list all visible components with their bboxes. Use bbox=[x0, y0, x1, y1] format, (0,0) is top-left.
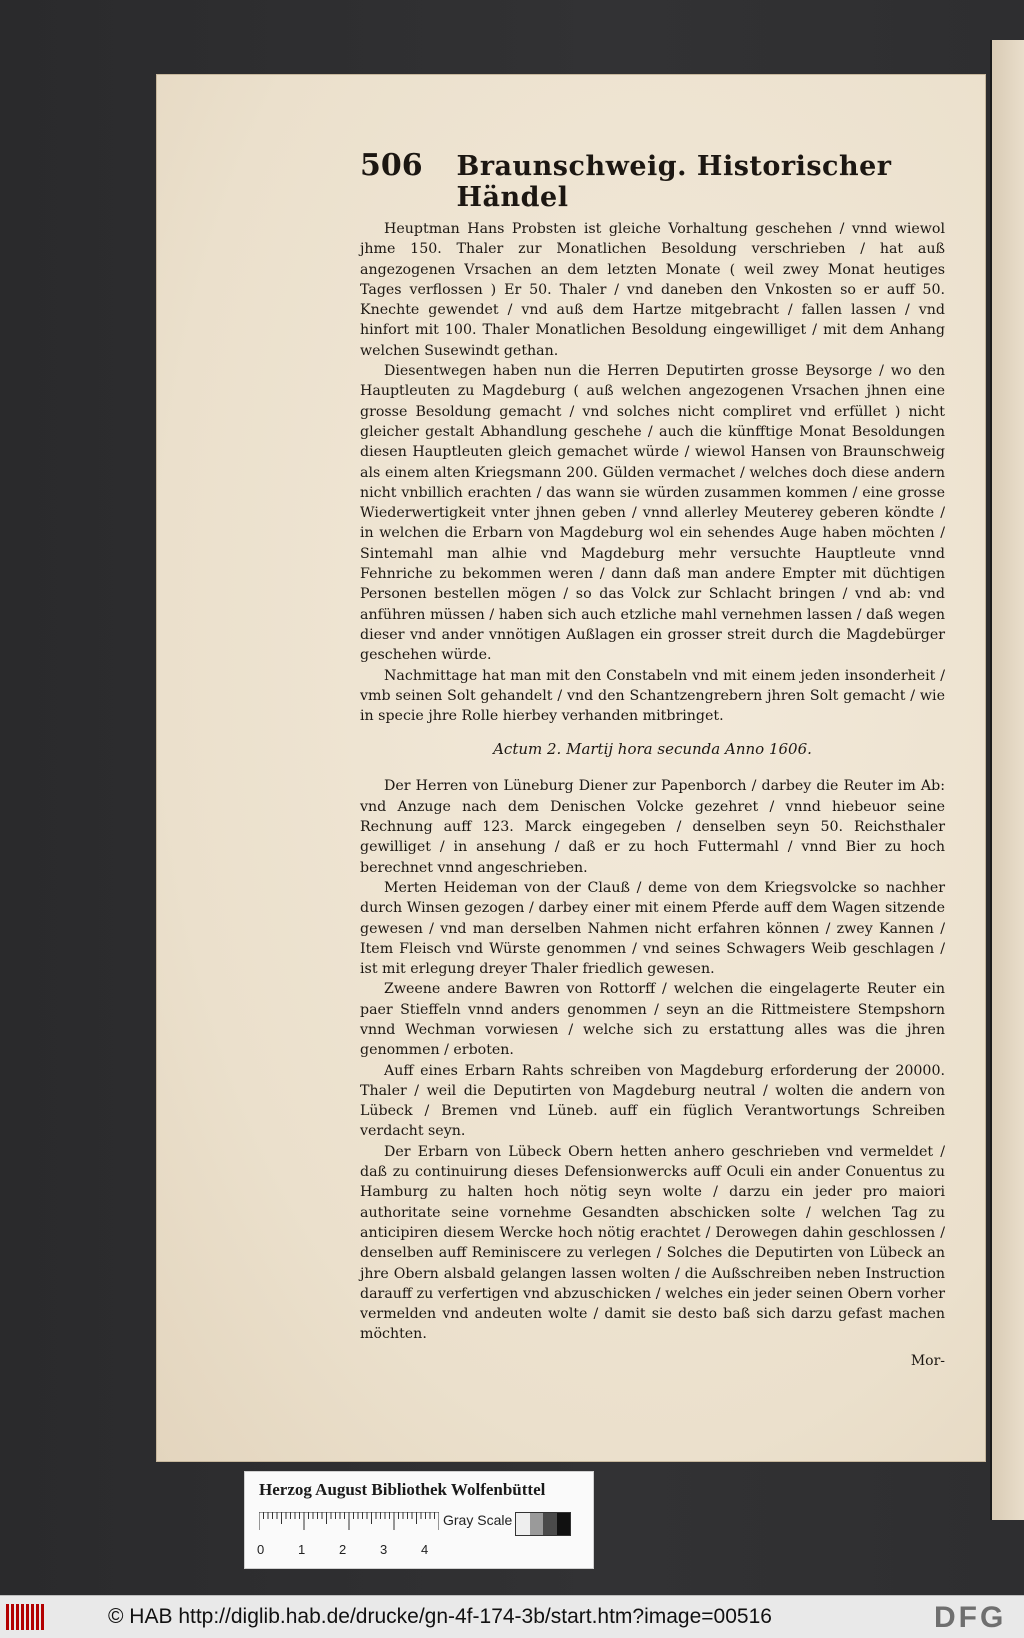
ruler-labels bbox=[257, 1542, 437, 1558]
paragraph-8: Der Erbarn von Lübeck Obern hetten anhero geschrieben vnd vermeldet / daß zu continuirung dieses Defensionwercks auff Oculi ein ander Conuentus zu Hamburg zu halten hoch nötig seyn wolte / darzu ein jeder pro maiori authoritate seine vornehme Gesandten abschicken solte / welchen Tag zu anticipiren diesem Wercke hoch nötig erachtet / Derowegen dahin geschlossen / denselben auff Reminiscere zu verlegen / Solches die Deputirten von Lübeck an jhre Obern alsbald gelangen lassen wolten / die Außschreiben neben Instruction darauff zu verfertigen vnd abzuschicken / welches ein jeder seinen Obern vorher vermelden vnd andeuten wolte / damit sie desto baß sich darzu gefast machen möchten. bbox=[360, 1143, 945, 1343]
swatch-step bbox=[516, 1513, 530, 1535]
library-name: Herzog August Bibliothek Wolfenbüttel bbox=[259, 1480, 546, 1499]
swatch-step bbox=[557, 1513, 571, 1535]
swatch-step bbox=[530, 1513, 544, 1535]
ruler-number: 4 bbox=[421, 1542, 429, 1557]
gray-scale-label: Gray Scale bbox=[443, 1512, 513, 1528]
ruler-icon bbox=[259, 1512, 439, 1532]
library-scale-label bbox=[244, 1471, 594, 1569]
barcode-icon bbox=[6, 1604, 46, 1630]
dfg-logo: DFG bbox=[934, 1601, 1007, 1634]
running-head: Braunschweig. Historischer Händel bbox=[456, 151, 892, 213]
paragraph-4: Der Herren von Lüneburg Diener zur Papenborch / darbey die Reuter im Ab: vnd Anzuge nach dem Denischen Volcke gezehret / vnnd hiebeuor seine Rechnung auff 123. Marck eingegeben / denselben seyn 50. Reichsthaler gewilliget / in ansehung / daß er zu hoch Futtermahl / vnnd Bier zu hoch berechnet vnnd angeschrieben. bbox=[360, 778, 945, 876]
paragraph-3: Nachmittage hat man mit den Constabeln vnd mit einem jeden insonderheit / vmb seinen Solt gehandelt / vnd den Schantzengrebern jhren Solt gemacht / wie in specie jhre Rolle hierbey verhanden mitbringet. bbox=[360, 667, 945, 725]
page-number: 506 bbox=[360, 148, 423, 183]
ruler-number: 2 bbox=[339, 1542, 347, 1557]
footer-bar bbox=[0, 1595, 1024, 1638]
footer-source-url[interactable]: © HAB http://diglib.hab.de/drucke/gn-4f-174-3b/start.htm?image=00516 bbox=[108, 1605, 772, 1628]
adjacent-page-edge bbox=[990, 40, 1024, 1520]
ruler-number: 0 bbox=[257, 1542, 265, 1557]
paragraph-6: Zweene andere Bawren von Rottorff / welchen die eingelagerte Reuter ein paer Stieffeln vnnd anders genommen / seyn an die Rittmeistere Stempshorn vnnd Wechman vorwiesen / welche sich zu erstattung alles was die jhren genommen / erboten. bbox=[360, 981, 945, 1059]
actum-heading: Actum 2. Martij hora secunda Anno 1606. bbox=[493, 740, 812, 759]
paragraph-5: Merten Heideman von der Clauß / deme von dem Kriegsvolcke so nachher durch Winsen gezogen / darbey einer mit einem Pferde auff dem Wagen sitzende gewesen / vnd man derselben Nahmen nicht erfahren können / zwey Kannen / Item Fleisch vnd Würste genommen / vnd seines Schwagers Weib geschlagen / ist mit erlegung dreyer Thaler friedlich gewesen. bbox=[360, 879, 945, 978]
paragraph-2: Diesentwegen haben nun die Herren Deputirten grosse Beysorge / wo den Hauptleuten zu Magdeburg ( auß welchen angezogenen Vrsachen jhnen eine grosse Besoldung gemacht / vnd solches nicht compliret vnd erfüllet ) nicht gleicher gestalt Abhandlung geschehe / auch die künfftige Monat Besoldungen diesen Hauptleuten gleich gemachet würde / wiewol Hansen von Braunschweig als einem alten Kriegsmann 200. Gülden vermachet / welches doch diese andern nicht vnbillich erachten / das wann sie würden zusammen kommen / eine grosse Wiederwertigkeit vnter jhnen geben / vnnd allerley Meuterey geberen köndte / in welchen die Erbarn von Magdeburg wol ein sehendes Auge haben möchten / Sintemahl man alhie vnd Magdeburg mehr versuchte Hauptleute vnnd Fehnriche zu bekommen weren / dann daß man andere Empter mit düchtigen Personen bestellen mögen / so das Volck zur Schlacht bringen / vnd ab: vnd anführen müssen / haben sich auch etzliche mahl vernehmen lassen / daß wegen dieser vnd ander vnnötigen Außlagen ein grosser streit durch die Magdebürger geschehen würde. bbox=[360, 363, 945, 664]
paragraph-7: Auff eines Erbarn Rahts schreiben von Magdeburg erforderung der 20000. Thaler / weil die Deputirten von Magdeburg neutral / wolten die andern von Lübeck / Bremen vnd Lüneb. auff ein füglich Verantwortungs Schreiben verdacht seyn. bbox=[360, 1062, 945, 1140]
page-text bbox=[360, 148, 945, 1369]
swatch-step bbox=[543, 1513, 557, 1535]
ruler-number: 1 bbox=[298, 1542, 306, 1557]
page-header bbox=[360, 148, 945, 213]
gray-scale-swatch bbox=[515, 1512, 571, 1536]
catchword: Mor- bbox=[910, 1352, 945, 1369]
paragraph-1: Heuptman Hans Probsten ist gleiche Vorhaltung geschehen / vnnd wiewol jhme 150. Thaler zur Monatlichen Besoldung verschrieben / hat auß angezogenen Vrsachen an dem letzten Monate ( weil zwey Monat heutiges Tages verflossen ) Er 50. Thaler / vnd daneben den Vnkosten so er auff 50. Knechte gewendet / vnd auß dem Hartze mitgebracht / fallen lassen / vnd hinfort mit 100. Thaler Monatlichen Besoldung eingewilliget / mit dem Anhang welchen Susewindt gethan. bbox=[360, 221, 945, 359]
ruler-number: 3 bbox=[380, 1542, 388, 1557]
